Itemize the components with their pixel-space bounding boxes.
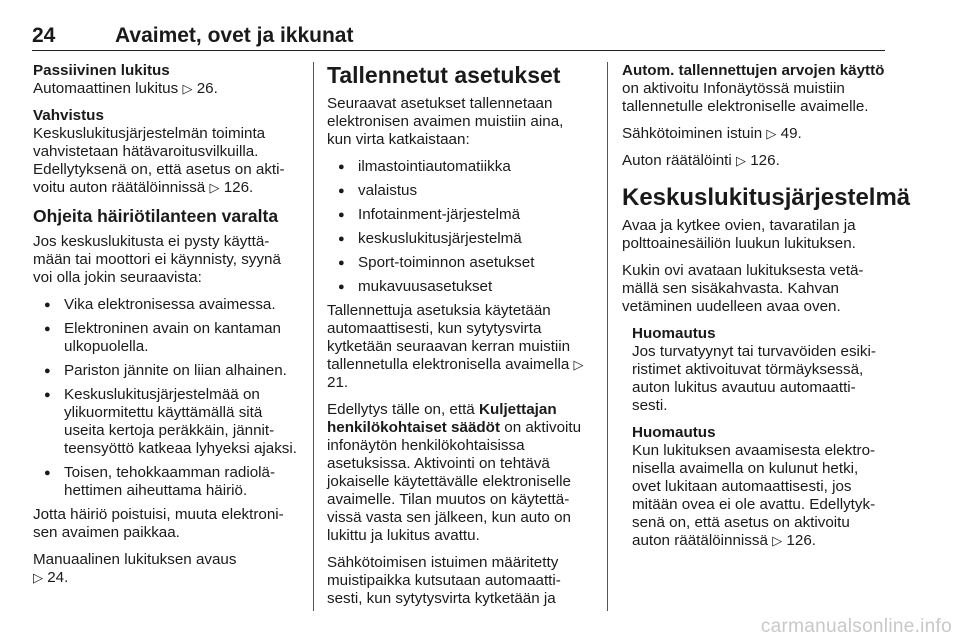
saved-settings-intro: Seuraavat asetukset tallennetaan elektronisen avaimen muistiin aina, kun virta katkaistaan:	[327, 95, 564, 148]
note-2-title: Huomautus	[632, 424, 716, 441]
saved-para-2-bold: Kuljettajan henkilökohtaiset säädöt	[327, 401, 557, 436]
column-2	[327, 62, 592, 617]
note-1-title: Huomautus	[632, 325, 716, 342]
page-ref-arrow-icon: ▷	[209, 180, 220, 195]
trouble-heading: Ohjeita häiriötilanteen varalta	[33, 206, 279, 226]
passive-section	[33, 62, 301, 98]
saved-para-1	[327, 302, 592, 392]
page-ref-arrow-icon: ▷	[33, 570, 43, 585]
seat-ref-line	[622, 125, 890, 143]
page-ref-link[interactable]: 126.	[223, 179, 254, 196]
confirm-title: Vahvistus	[33, 107, 104, 124]
auto-title: Autom. tallennettujen arvojen käyttö	[622, 62, 885, 79]
page-ref-arrow-icon: ▷	[766, 126, 777, 141]
column-1	[33, 62, 301, 596]
watermark: carmanualsonline.info	[760, 616, 952, 637]
list-item: ● Toisen, tehokkaamman radiolä-hettimen aiheuttama häiriö.	[33, 464, 301, 500]
list-item: ● ilmastointiautomatiikka	[327, 158, 592, 176]
note-2-text: Kun lukituksen avaamisesta elektro-nisella avaimella on kulunut hetki, ovet lukitaan automaattisesti, jos mitään ovea ei ole avattu. Edellytyk-senä on, että asetus on aktivoitu auton räätälöinnissä	[632, 442, 876, 549]
confirm-section	[33, 107, 301, 197]
page-ref-arrow-icon: ▷	[182, 81, 193, 96]
auto-section	[622, 62, 890, 116]
page-number: 24	[32, 24, 56, 47]
list-item: ● valaistus	[327, 182, 592, 200]
list-item: ● Pariston jännite on liian alhainen.	[33, 362, 301, 380]
saved-settings-list	[327, 158, 592, 296]
list-item: ● Elektroninen avain on kantaman ulkopuolella.	[33, 320, 301, 356]
confirm-text: Keskuslukitusjärjestelmän toiminta vahvistetaan hätävaroitusvilkuilla. Edellytyksenä on, että asetus on akti-voitu auton räätälöinnissä	[33, 125, 285, 196]
note-1-text: Jos turvatyynyt tai turvavöiden esiki-ristimet aktivoituvat törmäyksessä, auton lukitus avautuu automaatti-sesti.	[632, 343, 876, 414]
list-item: ● keskuslukitusjärjestelmä	[327, 230, 592, 248]
page-ref-link[interactable]: 24.	[47, 569, 69, 586]
chapter-title: Avaimet, ovet ja ikkunat	[115, 24, 354, 47]
saved-para-3: Sähkötoimisen istuimen määritetty muistipaikka kutsutaan automaatti-sesti, kun sytytysvirta kytketään ja	[327, 554, 561, 607]
page-ref-arrow-icon: ▷	[772, 533, 783, 548]
manual-section	[33, 551, 301, 587]
page-header	[32, 20, 885, 51]
page-ref-arrow-icon: ▷	[573, 357, 584, 372]
saved-para-2-pre: Edellytys tälle on, että	[327, 401, 475, 418]
list-item: ● Sport-toiminnon asetukset	[327, 254, 592, 272]
note-1	[622, 325, 890, 415]
list-item: ● Keskuslukitusjärjestelmää on ylikuormitettu käyttämällä sitä useita kertoja peräkkäin, jännit-teensyöttö katkeaa lyhyeksi ajaksi.	[33, 386, 301, 458]
passive-title: Passiivinen lukitus	[33, 62, 170, 79]
page-ref-arrow-icon: ▷	[736, 153, 746, 168]
passive-text: Automaattinen lukitus	[33, 80, 179, 97]
page-ref-link[interactable]: 126.	[750, 152, 780, 169]
list-item: ● Vika elektronisessa avaimessa.	[33, 296, 301, 314]
page-ref-link[interactable]: 126.	[786, 532, 816, 549]
trouble-list	[33, 296, 301, 500]
custom-text: Auton räätälöinti	[622, 152, 732, 169]
saved-settings-heading: Tallennetut asetukset	[327, 62, 561, 88]
column-divider-2	[607, 62, 608, 611]
header-rule	[32, 50, 885, 51]
page-ref-link[interactable]: 26.	[196, 80, 218, 97]
saved-para-2	[327, 401, 592, 545]
custom-ref-line	[622, 152, 890, 170]
column-3	[622, 62, 911, 559]
list-item: ● mukavuusasetukset	[327, 278, 592, 296]
saved-para-2-post: on aktivoitu infonäytön henkilökohtaisissa asetuksissa. Aktivointi on tehtävä jokaiselle käytettävälle elektroniselle avaimelle. Tilan muutos on käytettä-vissä vasta sen jälkeen, kun auto on lukittu ja lukitus avattu.	[327, 419, 582, 544]
page-ref-link[interactable]: 21.	[327, 374, 349, 391]
page-ref-link[interactable]: 49.	[780, 125, 802, 142]
central-locking-heading: Keskuslukitusjärjestelmä	[622, 184, 911, 211]
note-2	[622, 424, 890, 550]
seat-text: Sähkötoiminen istuin	[622, 125, 763, 142]
column-divider-1	[313, 62, 314, 611]
trouble-intro: Jos keskuslukitusta ei pysty käyttä-mään tai moottori ei käynnisty, syynä voi olla jokin seuraavista:	[33, 233, 281, 286]
manual-text: Manuaalinen lukituksen avaus	[33, 551, 237, 568]
saved-para-1-text: Tallennettuja asetuksia käytetään automaattisesti, kun sytytysvirta kytketään seuraavan kerran muistiin tallennetulla elektronisella avaimella	[327, 302, 571, 373]
central-para-2: Kukin ovi avataan lukituksesta vetä-mällä sen sisäkahvasta. Kahvan vetäminen uudelleen avaa oven.	[622, 262, 864, 315]
list-item: ● Infotainment-järjestelmä	[327, 206, 592, 224]
fix-text: Jotta häiriö poistuisi, muuta elektroni-sen avaimen paikkaa.	[33, 506, 284, 541]
central-para-1: Avaa ja kytkee ovien, tavaratilan ja polttoainesäiliön luukun lukituksen.	[622, 217, 856, 252]
auto-text: on aktivoitu Infonäytössä muistiin tallennetulle elektroniselle avaimelle.	[622, 80, 869, 115]
